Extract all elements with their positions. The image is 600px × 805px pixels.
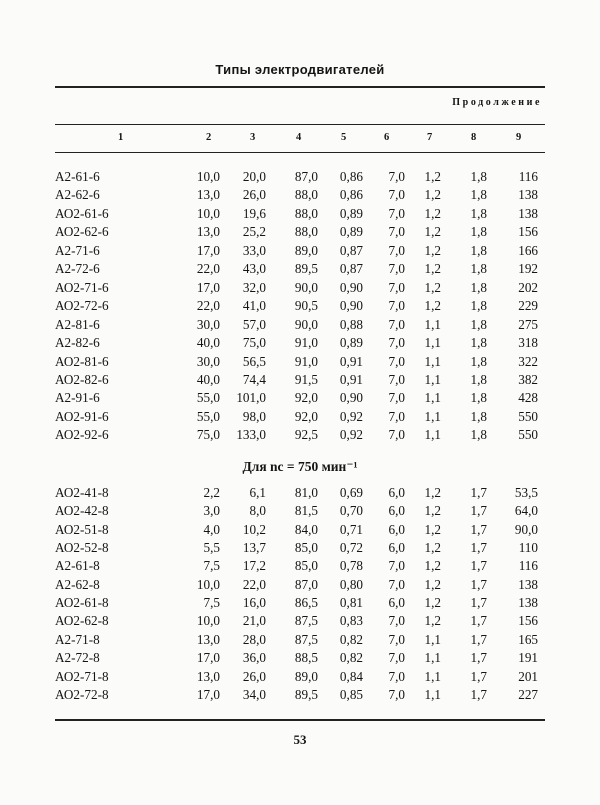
- value-cell: 17,0: [196, 686, 220, 702]
- value-cell: 1,1: [424, 686, 441, 702]
- table-row: [0, 353, 600, 371]
- value-cell: 0,85: [339, 686, 363, 702]
- table-header-row: [0, 129, 600, 147]
- value-cell: 1,2: [424, 613, 441, 629]
- value-cell: 26,0: [242, 668, 266, 684]
- value-cell: 88,0: [294, 187, 318, 203]
- value-cell: 1,8: [470, 169, 487, 184]
- motor-type-cell: А2-72-6: [55, 261, 100, 277]
- value-cell: 550: [518, 427, 538, 443]
- value-cell: 318: [518, 335, 538, 351]
- value-cell: 1,8: [470, 390, 487, 406]
- value-cell: 90,5: [294, 298, 318, 314]
- value-cell: 33,0: [242, 242, 266, 258]
- value-cell: 0,80: [339, 576, 363, 592]
- value-cell: 10,0: [196, 205, 220, 221]
- value-cell: 10,0: [196, 169, 220, 184]
- value-cell: 1,2: [424, 540, 441, 556]
- value-cell: 26,0: [242, 187, 266, 203]
- value-cell: 89,0: [294, 242, 318, 258]
- value-cell: 7,0: [388, 205, 405, 221]
- table-row: [0, 186, 600, 204]
- value-cell: 1,1: [424, 408, 441, 424]
- value-cell: 156: [518, 613, 538, 629]
- value-cell: 1,8: [470, 408, 487, 424]
- value-cell: 90,0: [294, 316, 318, 332]
- section-subheading: Для nс = 750 мин⁻¹: [242, 459, 358, 474]
- value-cell: 89,0: [294, 668, 318, 684]
- table-row: [0, 668, 600, 686]
- value-cell: 57,0: [242, 316, 266, 332]
- value-cell: 1,1: [424, 427, 441, 443]
- value-cell: 1,1: [424, 631, 441, 647]
- column-header-7: 7: [427, 132, 433, 143]
- value-cell: 7,0: [388, 335, 405, 351]
- value-cell: 1,2: [424, 261, 441, 277]
- value-cell: 0,89: [339, 335, 363, 351]
- motor-type-cell: АО2-62-6: [55, 224, 109, 240]
- value-cell: 0,81: [339, 595, 363, 611]
- value-cell: 201: [518, 668, 538, 684]
- value-cell: 17,2: [242, 558, 266, 574]
- value-cell: 86,5: [294, 595, 318, 611]
- value-cell: 0,89: [339, 224, 363, 240]
- motor-type-cell: А2-61-8: [55, 558, 100, 574]
- motor-type-cell: А2-62-6: [55, 187, 100, 203]
- value-cell: 138: [518, 595, 538, 611]
- motor-type-cell: АО2-81-6: [55, 353, 109, 369]
- value-cell: 25,2: [242, 224, 266, 240]
- value-cell: 1,7: [470, 521, 487, 537]
- value-cell: 1,8: [470, 279, 487, 295]
- value-cell: 84,0: [294, 521, 318, 537]
- value-cell: 1,8: [470, 224, 487, 240]
- value-cell: 166: [518, 242, 538, 258]
- value-cell: 20,0: [242, 169, 266, 184]
- value-cell: 75,0: [242, 335, 266, 351]
- header-bottom-rule: [55, 152, 545, 153]
- table-row: [0, 205, 600, 223]
- table-row: [0, 297, 600, 315]
- value-cell: 7,0: [388, 576, 405, 592]
- table-row: [0, 576, 600, 594]
- motor-type-cell: АО2-61-8: [55, 595, 109, 611]
- value-cell: 1,8: [470, 187, 487, 203]
- value-cell: 138: [518, 576, 538, 592]
- value-cell: 7,0: [388, 187, 405, 203]
- value-cell: 7,0: [388, 427, 405, 443]
- value-cell: 1,2: [424, 485, 441, 500]
- value-cell: 7,0: [388, 261, 405, 277]
- value-cell: 1,8: [470, 427, 487, 443]
- value-cell: 75,0: [196, 427, 220, 443]
- value-cell: 0,72: [339, 540, 363, 556]
- value-cell: 0,82: [339, 631, 363, 647]
- value-cell: 0,87: [339, 261, 363, 277]
- value-cell: 202: [518, 279, 538, 295]
- value-cell: 382: [518, 371, 538, 387]
- value-cell: 1,2: [424, 576, 441, 592]
- value-cell: 22,0: [196, 261, 220, 277]
- value-cell: 56,5: [242, 353, 266, 369]
- value-cell: 55,0: [196, 408, 220, 424]
- top-rule: [55, 86, 545, 88]
- value-cell: 19,6: [242, 205, 266, 221]
- value-cell: 81,5: [294, 503, 318, 519]
- value-cell: 7,0: [388, 558, 405, 574]
- value-cell: 87,5: [294, 631, 318, 647]
- table-bottom-rule: [55, 719, 545, 721]
- value-cell: 0,91: [339, 371, 363, 387]
- value-cell: 2,2: [203, 485, 220, 500]
- value-cell: 1,7: [470, 686, 487, 702]
- value-cell: 88,5: [294, 650, 318, 666]
- value-cell: 10,2: [242, 521, 266, 537]
- value-cell: 0,90: [339, 298, 363, 314]
- value-cell: 0,83: [339, 613, 363, 629]
- value-cell: 1,8: [470, 298, 487, 314]
- value-cell: 91,5: [294, 371, 318, 387]
- value-cell: 1,2: [424, 187, 441, 203]
- table-row: [0, 242, 600, 260]
- value-cell: 0,86: [339, 187, 363, 203]
- value-cell: 1,2: [424, 595, 441, 611]
- value-cell: 110: [518, 540, 538, 556]
- table-row: [0, 223, 600, 241]
- value-cell: 1,7: [470, 595, 487, 611]
- motor-type-cell: АО2-71-6: [55, 279, 109, 295]
- value-cell: 6,0: [388, 521, 405, 537]
- value-cell: 3,0: [203, 503, 220, 519]
- value-cell: 1,7: [470, 650, 487, 666]
- value-cell: 1,8: [470, 205, 487, 221]
- value-cell: 1,2: [424, 224, 441, 240]
- value-cell: 87,0: [294, 576, 318, 592]
- value-cell: 0,92: [339, 427, 363, 443]
- value-cell: 88,0: [294, 224, 318, 240]
- value-cell: 1,8: [470, 316, 487, 332]
- value-cell: 40,0: [196, 371, 220, 387]
- page-number: 53: [293, 732, 307, 747]
- column-header-3: 3: [250, 132, 256, 143]
- value-cell: 1,2: [424, 279, 441, 295]
- value-cell: 36,0: [242, 650, 266, 666]
- table-row: [0, 260, 600, 278]
- value-cell: 34,0: [242, 686, 266, 702]
- table-row: [0, 594, 600, 612]
- value-cell: 138: [518, 187, 538, 203]
- value-cell: 90,0: [514, 521, 538, 537]
- value-cell: 0,71: [339, 521, 363, 537]
- value-cell: 1,2: [424, 205, 441, 221]
- motor-type-cell: А2-72-8: [55, 650, 100, 666]
- value-cell: 28,0: [242, 631, 266, 647]
- motor-type-cell: А2-81-6: [55, 316, 100, 332]
- value-cell: 1,8: [470, 353, 487, 369]
- value-cell: 17,0: [196, 650, 220, 666]
- motor-type-cell: АО2-62-8: [55, 613, 109, 629]
- motor-type-cell: АО2-52-8: [55, 540, 109, 556]
- value-cell: 30,0: [196, 316, 220, 332]
- value-cell: 91,0: [294, 353, 318, 369]
- column-header-5: 5: [341, 132, 347, 143]
- column-header-9: 9: [516, 132, 522, 143]
- value-cell: 87,5: [294, 613, 318, 629]
- value-cell: 0,88: [339, 316, 363, 332]
- value-cell: 43,0: [242, 261, 266, 277]
- value-cell: 0,87: [339, 242, 363, 258]
- table-row: [0, 334, 600, 352]
- value-cell: 1,7: [470, 631, 487, 647]
- value-cell: 21,0: [242, 613, 266, 629]
- value-cell: 1,7: [470, 668, 487, 684]
- value-cell: 90,0: [294, 279, 318, 295]
- table-row: [0, 557, 600, 575]
- value-cell: 7,0: [388, 390, 405, 406]
- table-row: [0, 371, 600, 389]
- value-cell: 192: [518, 261, 538, 277]
- value-cell: 55,0: [196, 390, 220, 406]
- value-cell: 0,70: [339, 503, 363, 519]
- value-cell: 13,0: [196, 187, 220, 203]
- motor-type-cell: АО2-41-8: [55, 485, 109, 500]
- value-cell: 0,84: [339, 668, 363, 684]
- value-cell: 1,7: [470, 503, 487, 519]
- value-cell: 138: [518, 205, 538, 221]
- table-row: [0, 316, 600, 334]
- value-cell: 0,92: [339, 408, 363, 424]
- value-cell: 1,7: [470, 485, 487, 500]
- value-cell: 1,8: [470, 335, 487, 351]
- value-cell: 0,82: [339, 650, 363, 666]
- table-row: [0, 631, 600, 649]
- value-cell: 92,0: [294, 390, 318, 406]
- table-row: [0, 279, 600, 297]
- value-cell: 133,0: [236, 427, 266, 443]
- value-cell: 8,0: [249, 503, 266, 519]
- value-cell: 81,0: [294, 485, 318, 500]
- value-cell: 1,7: [470, 558, 487, 574]
- column-header-1: 1: [118, 132, 124, 143]
- value-cell: 16,0: [242, 595, 266, 611]
- value-cell: 89,5: [294, 261, 318, 277]
- table-row: [0, 502, 600, 520]
- value-cell: 7,0: [388, 371, 405, 387]
- value-cell: 1,1: [424, 390, 441, 406]
- motor-type-cell: А2-91-6: [55, 390, 100, 406]
- table-row: [0, 408, 600, 426]
- value-cell: 191: [518, 650, 538, 666]
- value-cell: 7,0: [388, 316, 405, 332]
- value-cell: 7,0: [388, 631, 405, 647]
- value-cell: 7,0: [388, 353, 405, 369]
- table-row: [0, 521, 600, 539]
- motor-type-cell: АО2-92-6: [55, 427, 109, 443]
- value-cell: 13,0: [196, 631, 220, 647]
- motor-type-cell: А2-61-6: [55, 169, 100, 184]
- value-cell: 1,2: [424, 503, 441, 519]
- value-cell: 0,69: [339, 485, 363, 500]
- value-cell: 156: [518, 224, 538, 240]
- column-header-8: 8: [471, 132, 477, 143]
- value-cell: 85,0: [294, 558, 318, 574]
- value-cell: 87,0: [294, 169, 318, 184]
- value-cell: 116: [518, 558, 538, 574]
- value-cell: 13,7: [242, 540, 266, 556]
- value-cell: 1,2: [424, 558, 441, 574]
- value-cell: 22,0: [196, 298, 220, 314]
- value-cell: 98,0: [242, 408, 266, 424]
- value-cell: 1,1: [424, 316, 441, 332]
- value-cell: 1,2: [424, 169, 441, 184]
- value-cell: 1,1: [424, 353, 441, 369]
- value-cell: 85,0: [294, 540, 318, 556]
- value-cell: 0,90: [339, 390, 363, 406]
- table-row: [0, 686, 600, 704]
- value-cell: 6,1: [249, 485, 266, 500]
- value-cell: 1,7: [470, 540, 487, 556]
- value-cell: 0,91: [339, 353, 363, 369]
- value-cell: 7,0: [388, 668, 405, 684]
- motor-type-cell: АО2-51-8: [55, 521, 109, 537]
- value-cell: 92,0: [294, 408, 318, 424]
- value-cell: 1,2: [424, 521, 441, 537]
- motor-type-cell: АО2-91-6: [55, 408, 109, 424]
- value-cell: 1,2: [424, 242, 441, 258]
- motor-type-cell: АО2-72-8: [55, 686, 109, 702]
- table-row: [0, 649, 600, 667]
- motor-type-cell: А2-71-8: [55, 631, 100, 647]
- value-cell: 165: [518, 631, 538, 647]
- value-cell: 7,0: [388, 298, 405, 314]
- motor-type-cell: АО2-42-8: [55, 503, 109, 519]
- value-cell: 74,4: [242, 371, 266, 387]
- value-cell: 1,1: [424, 650, 441, 666]
- value-cell: 89,5: [294, 686, 318, 702]
- value-cell: 1,7: [470, 613, 487, 629]
- value-cell: 7,0: [388, 686, 405, 702]
- value-cell: 88,0: [294, 205, 318, 221]
- value-cell: 92,5: [294, 427, 318, 443]
- value-cell: 10,0: [196, 613, 220, 629]
- page-title: Типы электродвигателей: [215, 62, 385, 77]
- table-row: [0, 484, 600, 502]
- header-top-rule: [55, 124, 545, 125]
- value-cell: 275: [518, 316, 538, 332]
- value-cell: 7,0: [388, 613, 405, 629]
- value-cell: 1,8: [470, 371, 487, 387]
- value-cell: 40,0: [196, 335, 220, 351]
- value-cell: 0,90: [339, 279, 363, 295]
- motor-type-cell: АО2-82-6: [55, 371, 109, 387]
- value-cell: 30,0: [196, 353, 220, 369]
- value-cell: 4,0: [203, 521, 220, 537]
- value-cell: 428: [518, 390, 538, 406]
- table-row: [0, 389, 600, 407]
- motor-type-cell: АО2-71-8: [55, 668, 109, 684]
- value-cell: 1,2: [424, 298, 441, 314]
- value-cell: 7,0: [388, 408, 405, 424]
- column-header-6: 6: [384, 132, 390, 143]
- value-cell: 7,0: [388, 279, 405, 295]
- table-row: [0, 168, 600, 186]
- value-cell: 6,0: [388, 595, 405, 611]
- value-cell: 7,0: [388, 169, 405, 184]
- value-cell: 6,0: [388, 485, 405, 500]
- value-cell: 17,0: [196, 279, 220, 295]
- value-cell: 1,8: [470, 242, 487, 258]
- value-cell: 1,1: [424, 371, 441, 387]
- value-cell: 227: [518, 686, 538, 702]
- motor-type-cell: АО2-72-6: [55, 298, 109, 314]
- value-cell: 7,0: [388, 242, 405, 258]
- value-cell: 229: [518, 298, 538, 314]
- value-cell: 322: [518, 353, 538, 369]
- value-cell: 6,0: [388, 540, 405, 556]
- value-cell: 0,86: [339, 169, 363, 184]
- value-cell: 7,0: [388, 224, 405, 240]
- motor-type-cell: АО2-61-6: [55, 205, 109, 221]
- table-row: [0, 612, 600, 630]
- value-cell: 6,0: [388, 503, 405, 519]
- column-header-4: 4: [296, 132, 302, 143]
- value-cell: 10,0: [196, 576, 220, 592]
- table-row: [0, 539, 600, 557]
- value-cell: 1,8: [470, 261, 487, 277]
- value-cell: 0,78: [339, 558, 363, 574]
- value-cell: 0,89: [339, 205, 363, 221]
- motor-type-cell: А2-82-6: [55, 335, 100, 351]
- motor-type-cell: А2-62-8: [55, 576, 100, 592]
- value-cell: 7,0: [388, 650, 405, 666]
- value-cell: 1,7: [470, 576, 487, 592]
- value-cell: 7,5: [203, 558, 220, 574]
- value-cell: 116: [518, 169, 538, 184]
- continued-label: Продолжение: [452, 97, 542, 108]
- value-cell: 101,0: [236, 390, 266, 406]
- value-cell: 1,1: [424, 668, 441, 684]
- value-cell: 13,0: [196, 224, 220, 240]
- motor-type-cell: А2-71-6: [55, 242, 100, 258]
- value-cell: 91,0: [294, 335, 318, 351]
- value-cell: 32,0: [242, 279, 266, 295]
- value-cell: 53,5: [514, 485, 538, 500]
- table-row: [0, 426, 600, 444]
- value-cell: 41,0: [242, 298, 266, 314]
- value-cell: 13,0: [196, 668, 220, 684]
- value-cell: 7,5: [203, 595, 220, 611]
- value-cell: 1,1: [424, 335, 441, 351]
- value-cell: 64,0: [514, 503, 538, 519]
- value-cell: 550: [518, 408, 538, 424]
- value-cell: 17,0: [196, 242, 220, 258]
- column-header-2: 2: [206, 132, 212, 143]
- value-cell: 5,5: [203, 540, 220, 556]
- value-cell: 22,0: [242, 576, 266, 592]
